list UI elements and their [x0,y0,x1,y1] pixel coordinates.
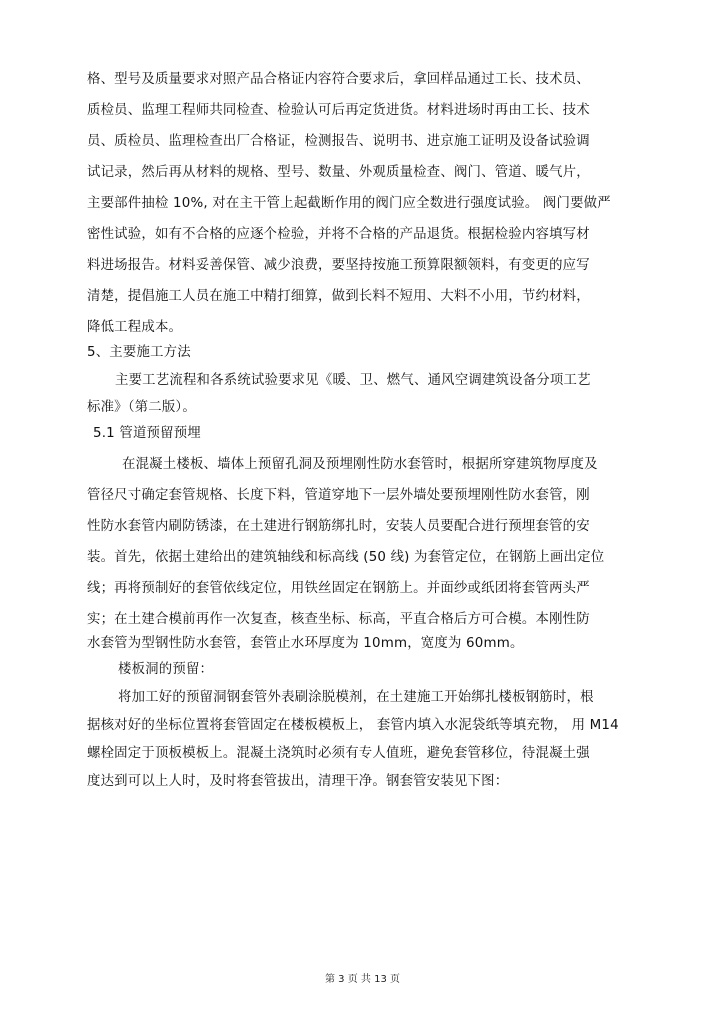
text-line-6: 密性试验，如有不合格的应逐个检验，并将不合格的产品退货。根据检验内容填写材 [87,227,590,242]
text-line-12: 标准》（第二版）。 [87,400,196,415]
text-line-7: 料进场报告。材料妥善保管、减少浪费，要坚持按施工预算限额领料，有变更的应写 [87,258,590,273]
text-line-24: 螺栓固定于顶板模板上。混凝土浇筑时必须有专人值班，避免套管移位，待混凝土强 [87,746,590,761]
text-line-18: 线；再将预制好的套管依线定位，用铁丝固定在钢筋上。并面纱或纸团将套管两头严 [87,581,590,596]
text-line-16: 性防水套管内刷防锈漆，在土建进行钢筋绑扎时，安装人员要配合进行预埋套管的安 [87,519,590,534]
text-line-1: 格、型号及质量要求对照产品合格证内容符合要求后，拿回样品通过工长、技术员、 [87,72,590,87]
text-line-14: 在混凝土楼板、墙体上预留孔洞及预埋刚性防水套管时，根据所穿建筑物厚度及 [122,457,598,472]
text-line-23: 据核对好的坐标位置将套管固定在楼板模板上， 套管内填入水泥袋纸等填充物， 用 M14 [87,718,619,733]
subsection-heading-5-1: 5.1 管道预留预埋 [93,426,201,441]
text-line-25: 度达到可以上人时，及时将套管拔出，清理干净。钢套管安装见下图： [87,774,509,789]
text-line-20: 水套管为型钢性防水套管，套管止水环厚度为 10mm，宽度为 60mm。 [87,636,524,651]
text-line-8: 清楚，提倡施工人员在施工中精打细算，做到长料不短用、大料不小用，节约材料， [87,289,590,304]
page-footer: 第 3 页 共 13 页 [325,974,400,985]
text-line-11: 主要工艺流程和各系统试验要求见《暖、卫、燃气、通风空调建筑设备分项工艺 [115,373,591,388]
text-line-21: 楼板洞的预留： [118,662,214,677]
text-line-9: 降低工程成本。 [87,320,183,335]
text-line-2: 质检员、监理工程师共同检查、检验认可后再定货进货。材料进场时再由工长、技术 [87,103,590,118]
text-line-4: 试记录，然后再从材料的规格、型号、数量、外观质量检查、阀门、管道、暖气片， [87,165,590,180]
section-heading-5: 5、主要施工方法 [87,345,191,360]
text-line-17: 装。首先，依据土建给出的建筑轴线和标高线 (50 线) 为套管定位，在钢筋上画出定位 [87,550,605,565]
text-line-19: 实；在土建合模前再作一次复查，核查坐标、标高，平直合格后方可合模。本刚性防 [87,612,590,627]
text-line-5: 主要部件抽检 10%, 对在主干管上起截断作用的阀门应全数进行强度试验。 阀门要做严 [87,196,611,211]
text-line-15: 管径尺寸确定套管规格、长度下料，管道穿地下一层外墙处要预埋刚性防水套管，刚 [87,488,590,503]
text-line-22: 将加工好的预留洞钢套管外表刷涂脱模剂，在土建施工开始绑扎楼板钢筋时，根 [118,690,594,705]
text-line-3: 员、质检员、监理检查出厂合格证，检测报告、说明书、进京施工证明及设备试验调 [87,134,590,149]
